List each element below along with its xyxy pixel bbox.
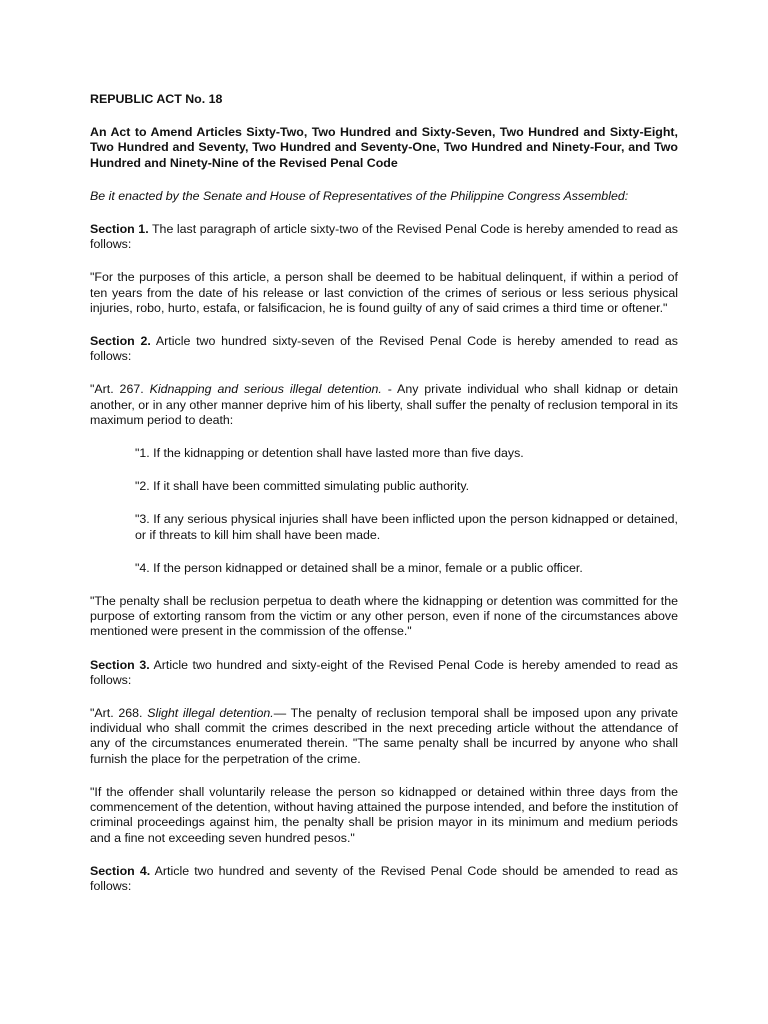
enacting-clause: Be it enacted by the Senate and House of Representatives of the Philippine Congress Assembled: — [90, 188, 629, 203]
article-268 — [90, 706, 678, 767]
article-267-item-3: "3. If any serious physical injuries shall have been inflicted upon the person kidnapped or detained, or if threats to kill him shall have been made. — [135, 512, 678, 542]
section-4-label: Section 4. — [90, 863, 151, 878]
section-3-label: Section 3. — [90, 657, 150, 672]
article-267-item-4: "4. If the person kidnapped or detained shall be a minor, female or a public officer. — [135, 560, 583, 575]
section-1 — [90, 222, 678, 252]
article-267-heading: Kidnapping and serious illegal detention. — [149, 382, 382, 397]
section-3 — [90, 658, 678, 688]
article-268-heading: Slight illegal detention. — [147, 706, 274, 721]
article-268-paragraph-2: "If the offender shall voluntarily release the person so kidnapped or detained within three days from the commencement of the detention, without having attained the purpose intended, and before the institution of criminal proceedings against him, the penalty shall be prision mayor in its minimum and medium periods and a fine not exceeding seven hundred pesos." — [90, 784, 678, 845]
article-267-closing: "The penalty shall be reclusion perpetua to death where the kidnapping or detention was committed for the purpose of extorting ransom from the victim or any other person, even if none of the circumstances above mentioned were present in the commission of the offense." — [90, 594, 678, 639]
section-1-label: Section 1. — [90, 222, 149, 237]
article-267-prefix: "Art. 267. — [90, 382, 150, 397]
article-267 — [90, 382, 678, 428]
section-4-text: Article two hundred and seventy of the Revised Penal Code should be amended to read as follows: — [90, 863, 678, 893]
act-long-title: An Act to Amend Articles Sixty-Two, Two Hundred and Sixty-Seven, Two Hundred and Sixty-Eight, Two Hundred and Seventy, Two Hundred and Seventy-One, Two Hundred and Ninety-Four, and Two Hundred and Ninety-Nine of the Revised Penal Code — [90, 125, 678, 170]
section-1-quote: "For the purposes of this article, a person shall be deemed to be habitual delinquent, if within a period of ten years from the date of his release or last conviction of the crimes of serious or less serious physical injuries, robo, hurto, estafa, or falsificacion, he is found guilty of any of said crimes a third time or oftener." — [90, 270, 678, 315]
section-2-label: Section 2. — [90, 334, 151, 349]
article-267-item-2: "2. If it shall have been committed simulating public authority. — [135, 479, 470, 494]
section-4 — [90, 864, 678, 894]
article-268-text: — The penalty of reclusion temporal shall be imposed upon any private individual who shall commit the crimes described in the next preceding article without the attendance of any of the circumstances enumerated therein. "The same penalty shall be incurred by anyone who shall furnish the place for the perpetration of the crime. — [90, 706, 678, 766]
section-2-text: Article two hundred sixty-seven of the Revised Penal Code is hereby amended to read as follows: — [90, 334, 678, 364]
article-267-text: - Any private individual who shall kidnap or detain another, or in any other manner deprive him of his liberty, shall suffer the penalty of reclusion temporal in its maximum period to death: — [90, 382, 678, 427]
article-267-item-1: "1. If the kidnapping or detention shall have lasted more than five days. — [135, 446, 524, 461]
section-2 — [90, 334, 678, 364]
act-title: REPUBLIC ACT No. 18 — [90, 92, 223, 106]
article-268-prefix: "Art. 268. — [90, 706, 148, 721]
section-1-text: The last paragraph of article sixty-two of the Revised Penal Code is hereby amended to read as follows: — [90, 222, 679, 252]
section-3-text: Article two hundred and sixty-eight of the Revised Penal Code is hereby amended to read as follows: — [90, 657, 678, 687]
